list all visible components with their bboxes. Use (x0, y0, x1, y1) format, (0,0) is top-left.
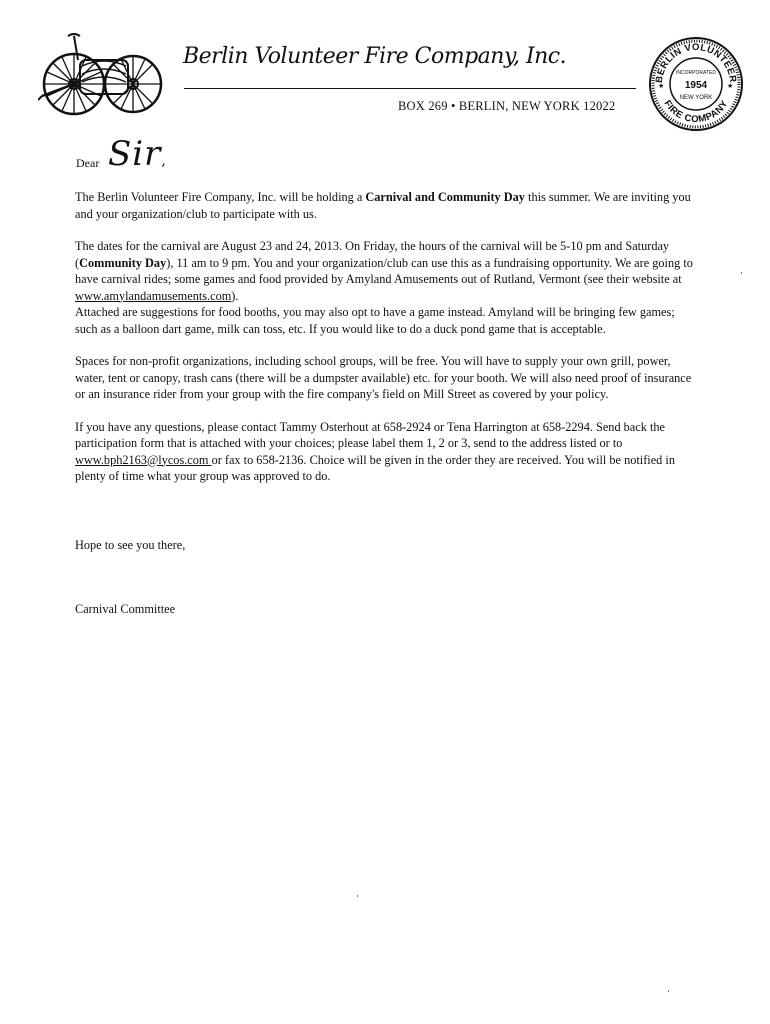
signature-block: Carnival Committee (75, 602, 176, 616)
paragraph-spaces: Spaces for non-profit organizations, including school groups, will be free. You will have to supply your own grill, power, water, tent or canopy, trash cans (there will be a dumpster available) etc. for your booth. We will also need proof of insurance or an insurance rider from your group with the fire company's field on Mill Street as covered by your policy. (75, 354, 692, 401)
seal-top-text: BERLIN VOLUNTEER (653, 42, 739, 84)
letterhead-divider (184, 88, 636, 89)
paragraph-invitation: The Berlin Volunteer Fire Company, Inc. will be holding a Carnival and Community Day this summer. We are inviting you and your organization/club to participate with us. (75, 190, 691, 221)
seal-year: 1954 (684, 80, 708, 91)
paragraph-dates: The dates for the carnival are August 23 and 24, 2013. On Friday, the hours of the carnival will be 5-10 pm and Saturday (Community Day), 11 am to 9 pm. You and your organization/club can use this as a fundraising opportunity. We are going to have carnival rides; some games and food provided by Amyland Amusements out of Rutland, Vermont (see their website at www.amylandamusements.com). (75, 239, 693, 303)
organization-address: BOX 269 • BERLIN, NEW YORK 12022 (398, 99, 616, 113)
scan-speck (357, 895, 358, 897)
email-link[interactable]: www.bph2163@lycos.com (75, 452, 212, 467)
letter-body (75, 189, 700, 485)
seal-bottom-text: FIRE COMPANY (661, 98, 731, 126)
fire-hose-cart-logo (38, 30, 168, 130)
paragraph-suggestions: Attached are suggestions for food booths, you may also opt to have a game instead. Amyland will be bringing few games; such as a balloon dart game, milk can toss, etc. If you would like to do a duck pond game that is acceptable. (75, 305, 675, 336)
paragraph-contact: If you have any questions, please contact Tammy Osterhout at 658-2924 or Tena Harrington at 658-2294. Send back the participation form that is attached with your choices; please label them 1, 2 or 3, send to the address listed or to www.bph2163@lycos.com or fax to 658-2136. Choice will be given in the order they are received. You will be notified in plenty of time what your group was approved to do. (75, 419, 675, 483)
svg-text:★: ★ (658, 82, 665, 90)
scan-speck (741, 272, 742, 274)
seal-incorporated-text: INCORPORATED (676, 70, 716, 76)
svg-text:★: ★ (727, 82, 734, 90)
handwritten-salutation-name: Sir, (108, 134, 167, 174)
salutation-dear: Dear (76, 156, 100, 170)
fire-company-seal (648, 36, 744, 132)
closing-line: Hope to see you there, (75, 538, 186, 552)
scan-speck (668, 990, 669, 992)
seal-state-text: NEW YORK (679, 95, 713, 101)
website-link[interactable]: www.amylandamusements.com (75, 288, 232, 303)
organization-name: Berlin Volunteer Fire Company, Inc. (183, 44, 567, 69)
